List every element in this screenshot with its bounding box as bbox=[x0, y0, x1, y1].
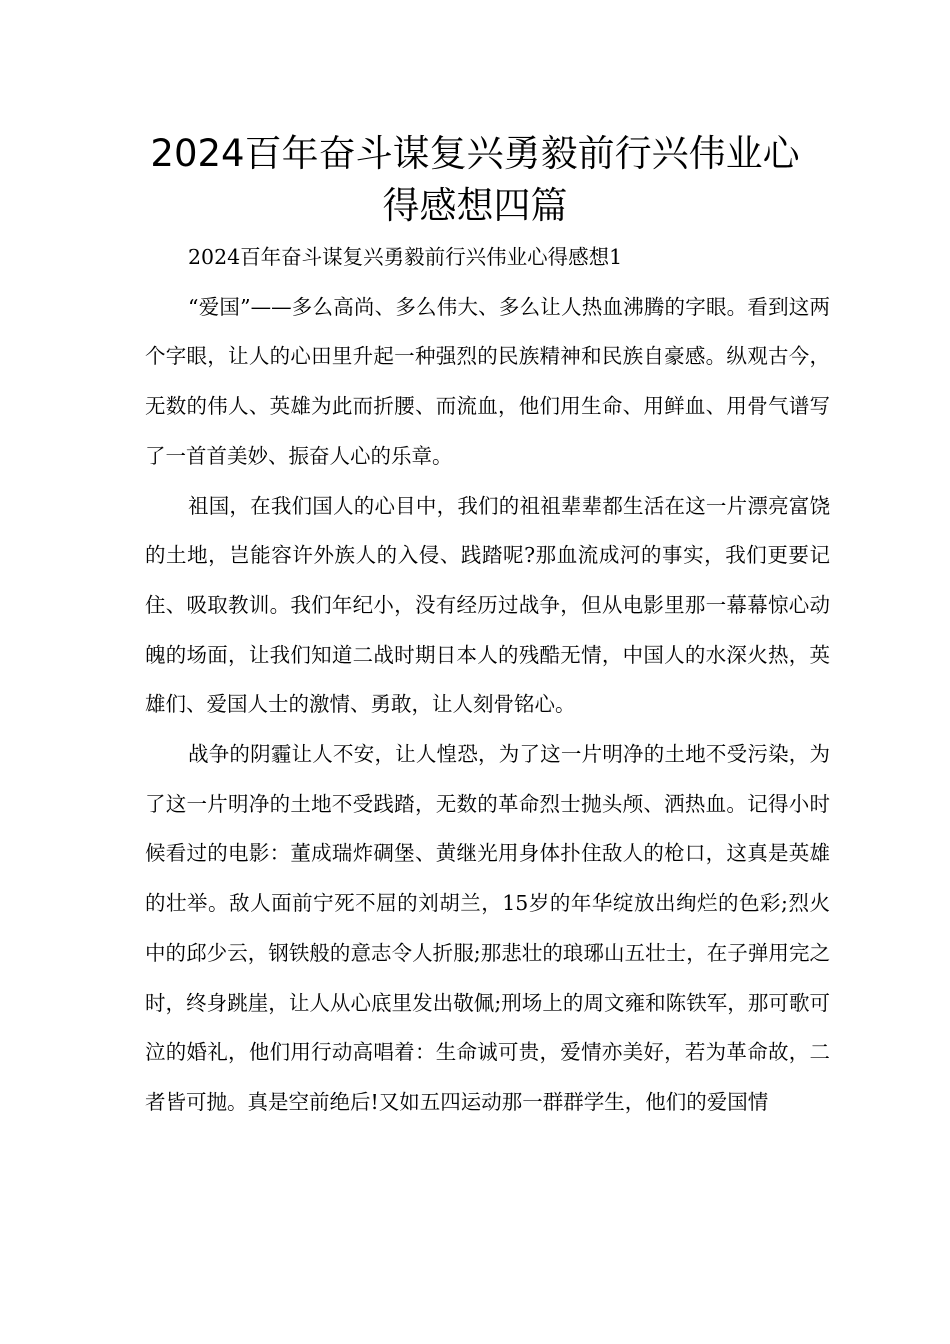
paragraph-3: 战争的阴霾让人不安，让人惶恐，为了这一片明净的土地不受污染，为了这一片明净的土地不受践踏，无数的革命烈士抛头颅、洒热血。记得小时候看过的电影：董成瑞炸碉堡、黄继光用身体扑住敌人的枪口，这真是英雄的壮举。敌人面前宁死不屈的刘胡兰，15岁的年华绽放出绚烂的色彩;烈火中的邱少云，钢铁般的意志令人折服;那悲壮的琅琊山五壮士，在子弹用完之时，终身跳崖，让人从心底里发出敬佩;刑场上的周文雍和陈铁军，那可歌可泣的婚礼，他们用行动高唱着：生命诚可贵，爱情亦美好，若为革命故，二者皆可抛。真是空前绝后!又如五四运动那一群群学生，他们的爱国情 bbox=[145, 742, 830, 1114]
title-line-2: 得感想四篇 bbox=[382, 184, 568, 227]
paragraph-2: 祖国，在我们国人的心目中，我们的祖祖辈辈都生活在这一片漂亮富饶的土地，岂能容许外族人的入侵、践踏呢?那血流成河的事实，我们更要记住、吸取教训。我们年纪小，没有经历过战争，但从电影里那一幕幕惊心动魄的场面，让我们知道二战时期日本人的残酷无情，中国人的水深火热，英雄们、爱国人士的激情、勇敢，让人刻骨铭心。 bbox=[145, 493, 830, 717]
paragraph-1: “爱国”——多么高尚、多么伟大、多么让人热血沸腾的字眼。看到这两个字眼，让人的心田里升起一种强烈的民族精神和民族自豪感。纵观古今，无数的伟人、英雄为此而折腰、而流血，他们用生命、用鲜血、用骨气谱写了一首首美妙、振奋人心的乐章。 bbox=[145, 294, 830, 468]
section-heading: 2024百年奋斗谋复兴勇毅前行兴伟业心得感想1 bbox=[188, 245, 623, 269]
document-body bbox=[145, 233, 830, 1128]
document-title bbox=[100, 128, 850, 232]
title-line-1: 2024百年奋斗谋复兴勇毅前行兴伟业心 bbox=[150, 132, 800, 175]
